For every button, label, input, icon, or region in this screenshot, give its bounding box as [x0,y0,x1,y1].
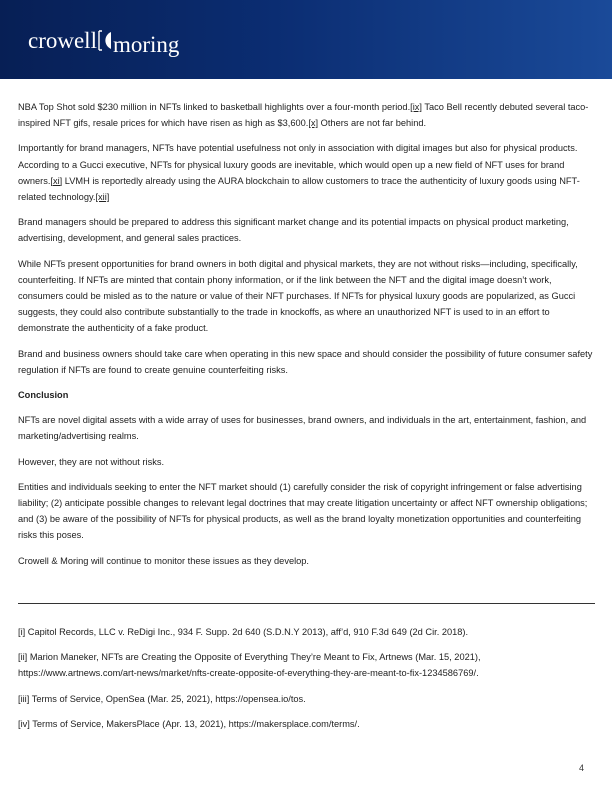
paragraph-novel-assets: NFTs are novel digital assets with a wide array of uses for businesses, brand owners, and individuals in the art, entertainment, fashion, and marketing/advertising realms. [18,415,587,442]
footnote-iv: [iv] Terms of Service, MakersPlace (Apr. 13, 2021), https://makersplace.com/terms/. [18,718,360,729]
footnote-link-x[interactable]: [x] [308,118,319,129]
paragraph-market-change: Brand managers should be prepared to address this significant market change and its potential impacts on physical product marketing, advertising, development, and general sales practices. [18,217,569,244]
footnote-i: [i] Capitol Records, LLC v. ReDigi Inc., 934 F. Supp. 2d 640 (S.D.N.Y 2013), aff’d, 910 F.3d 649 (2d Cir. 2018). [18,627,469,637]
paragraph-monitor: Crowell & Moring will continue to monitor these issues as they develop. [18,555,310,566]
logo-word-moring: moring [112,32,180,57]
paragraph-not-without-risks: However, they are not without risks. [18,456,165,467]
paragraph-risks-counterfeiting: While NFTs present opportunities for brand owners in both digital and physical markets, they are not without risks—including, specifically, counterfeiting. If NFTs are minted that contain phony information, or if the link between the NFT and the digital image doesn’t work, consumers could be misled as to the nature or value of their NFT purchases. If NFTs for physical luxury goods are popularized, as Gucci suggests, they could also contribute substantially to the trade in knockoffs, as where an unauthorized NFT is used to in an effort to demonstrate the authenticity of a fake product. [18,258,578,334]
footnotes-section [18,624,596,741]
footnote-divider [18,603,595,604]
logo-word-crowell: crowell [28,28,97,53]
logo-mark-icon [98,29,112,57]
conclusion-heading: Conclusion [18,390,69,401]
paragraph-recommendations: Entities and individuals seeking to enter the NFT market should (1) carefully consider the risk of copyright infringement or false advertising liability; (2) anticipate possible changes to relevant legal doctrines that may create litigation uncertainty or affect NFT ownership obligations; and (3) be aware of the possibility of NFTs for physical products, as well as the brand loyalty monetization opportunities and counterfeiting risks this poses. [18,481,588,541]
footnote-link-xii[interactable]: [xii] [95,192,110,203]
footnote-iii: [iii] Terms of Service, OpenSea (Mar. 25, 2021), https://opensea.io/tos. [18,693,306,704]
document-body [18,99,596,578]
footnote-link-xi[interactable]: [xi] [50,175,63,186]
footnote-link-ix[interactable]: [ix] [410,102,422,112]
footnote-ii: [ii] Marion Maneker, NFTs are Creating the Opposite of Everything They’re Meant to Fix, Artnews (Mar. 15, 2021), https://www.artnews.com/art-news/market/nfts-create-opposite-of-everything-they-are-meant-to-fix-1234586769/. [18,652,481,679]
paragraph-consumer-safety: Brand and business owners should take care when operating in this new space and should consider the possibility of future consumer safety regulation if NFTs are found to create genuine counterfeiting risks. [18,348,593,375]
page-header [0,0,612,79]
paragraph-nba-top-shot: NBA Top Shot sold $230 million in NFTs linked to basketball highlights over a four-month period.[ix] Taco Bell recently debuted several taco-inspired NFT gifs, resale prices for which have risen as high as $3,600.[x] Others are not far behind. [18,102,589,129]
paragraph-brand-managers: Importantly for brand managers, NFTs have potential usefulness not only in association with digital images but also for physical products. According to a Gucci executive, NFTs for physical luxury goods are inevitable, which would open up a new field of NFT uses for brand owners.[xi] LVMH is reportedly already using the AURA blockchain to allow customers to trace the authenticity of luxury goods using NFT-related technology.[xii] [18,143,580,203]
page-number: 4 [578,763,584,773]
crowell-moring-logo [28,28,179,57]
